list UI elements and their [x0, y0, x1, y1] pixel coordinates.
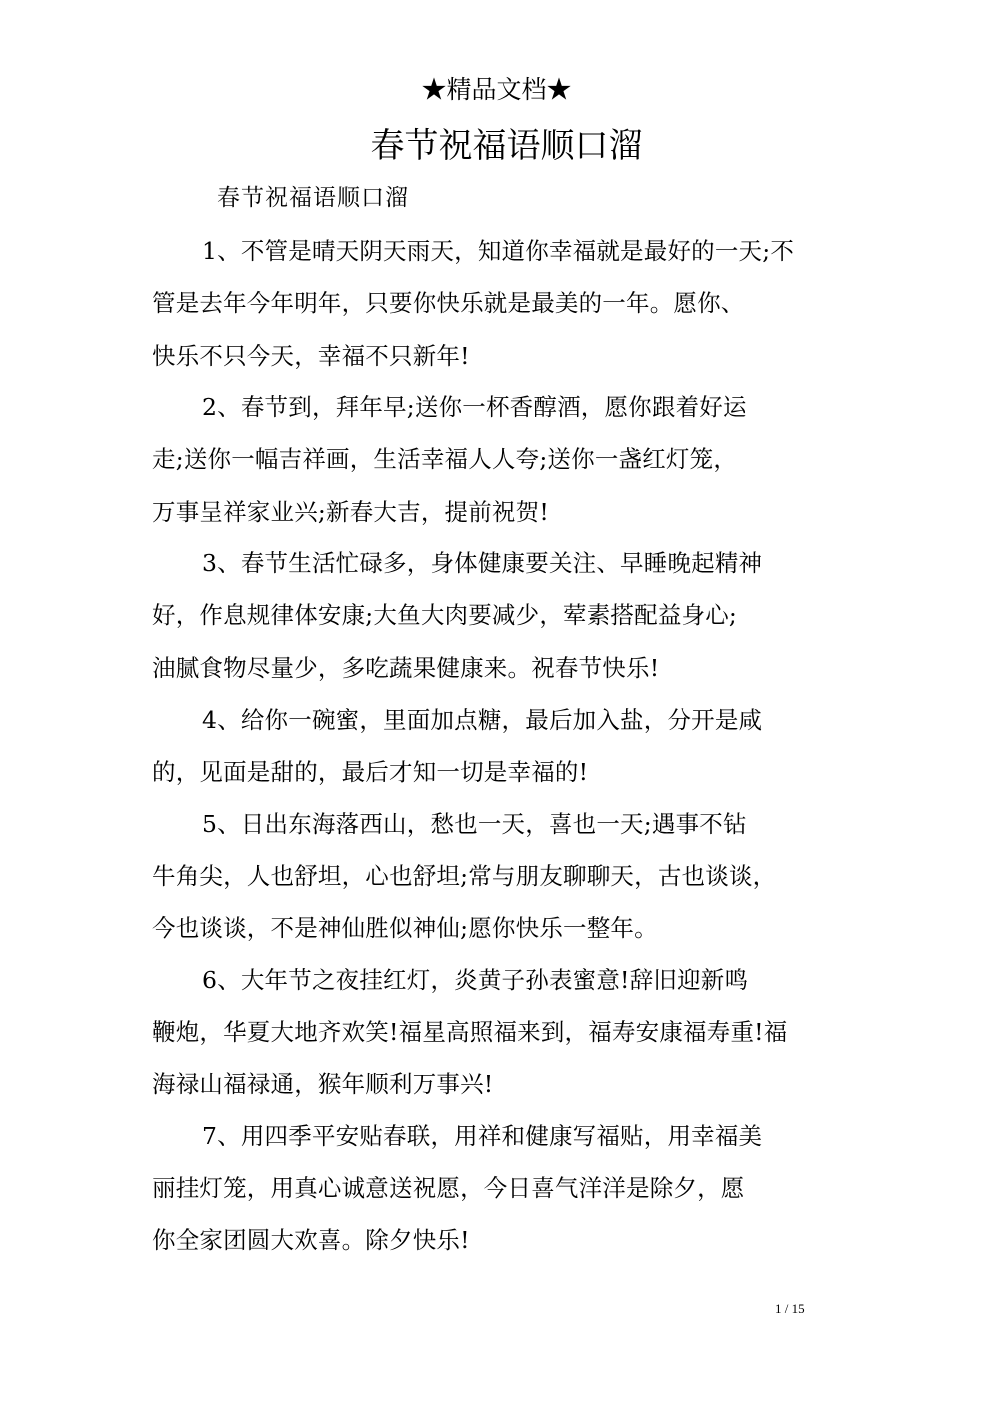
paragraph-line: 7、用四季平安贴春联，用祥和健康写福贴，用幸福美	[202, 1122, 763, 1150]
paragraph-line: 管是去年今年明年，只要你快乐就是最美的一年。愿你、	[152, 289, 745, 317]
paragraph-line: 快乐不只今天，幸福不只新年!	[152, 342, 470, 370]
paragraph-line: 3、春节生活忙碌多，身体健康要关注、早睡晚起精神	[202, 549, 763, 577]
paragraph-line: 2、春节到，拜年早;送你一杯香醇酒，愿你跟着好运	[202, 393, 747, 421]
paragraph-line: 海禄山福禄通，猴年顺利万事兴!	[152, 1070, 494, 1098]
paragraph-line: 1、不管是晴天阴天雨天，知道你幸福就是最好的一天;不	[202, 237, 795, 265]
paragraph-line: 4、给你一碗蜜，里面加点糖，最后加入盐，分开是咸	[202, 706, 763, 734]
paragraph-line: 6、大年节之夜挂红灯，炎黄子孙表蜜意!辞旧迎新鸣	[202, 966, 749, 994]
paragraph-line: 丽挂灯笼，用真心诚意送祝愿，今日喜气洋洋是除夕，愿	[152, 1174, 745, 1202]
paragraph-line: 牛角尖，人也舒坦，心也舒坦;常与朋友聊聊天，古也谈谈，	[152, 862, 777, 890]
paragraph-line: 的，见面是甜的，最后才知一切是幸福的!	[152, 758, 589, 786]
paragraph-line: 走;送你一幅吉祥画，生活幸福人人夸;送你一盏红灯笼，	[152, 445, 738, 473]
paragraph-line: 你全家团圆大欢喜。除夕快乐!	[152, 1226, 470, 1254]
paragraph-line: 5、日出东海落西山，愁也一天，喜也一天;遇事不钻	[202, 810, 747, 838]
quality-badge-header: ★精品文档★	[421, 75, 572, 104]
paragraph-line: 今也谈谈，不是神仙胜似神仙;愿你快乐一整年。	[152, 914, 658, 942]
paragraph-line: 好，作息规律体安康;大鱼大肉要减少，荤素搭配益身心;	[152, 601, 738, 629]
paragraph-line: 鞭炮，华夏大地齐欢笑!福星高照福来到，福寿安康福寿重!福	[152, 1018, 788, 1046]
paragraph-line: 油腻食物尽量少，多吃蔬果健康来。祝春节快乐!	[152, 654, 660, 682]
paragraph-line: 万事呈祥家业兴;新春大吉，提前祝贺!	[152, 498, 549, 526]
document-subtitle: 春节祝福语顺口溜	[217, 185, 409, 211]
page-number: 1 / 15	[775, 1301, 805, 1316]
page-title: 春节祝福语顺口溜	[370, 126, 643, 166]
